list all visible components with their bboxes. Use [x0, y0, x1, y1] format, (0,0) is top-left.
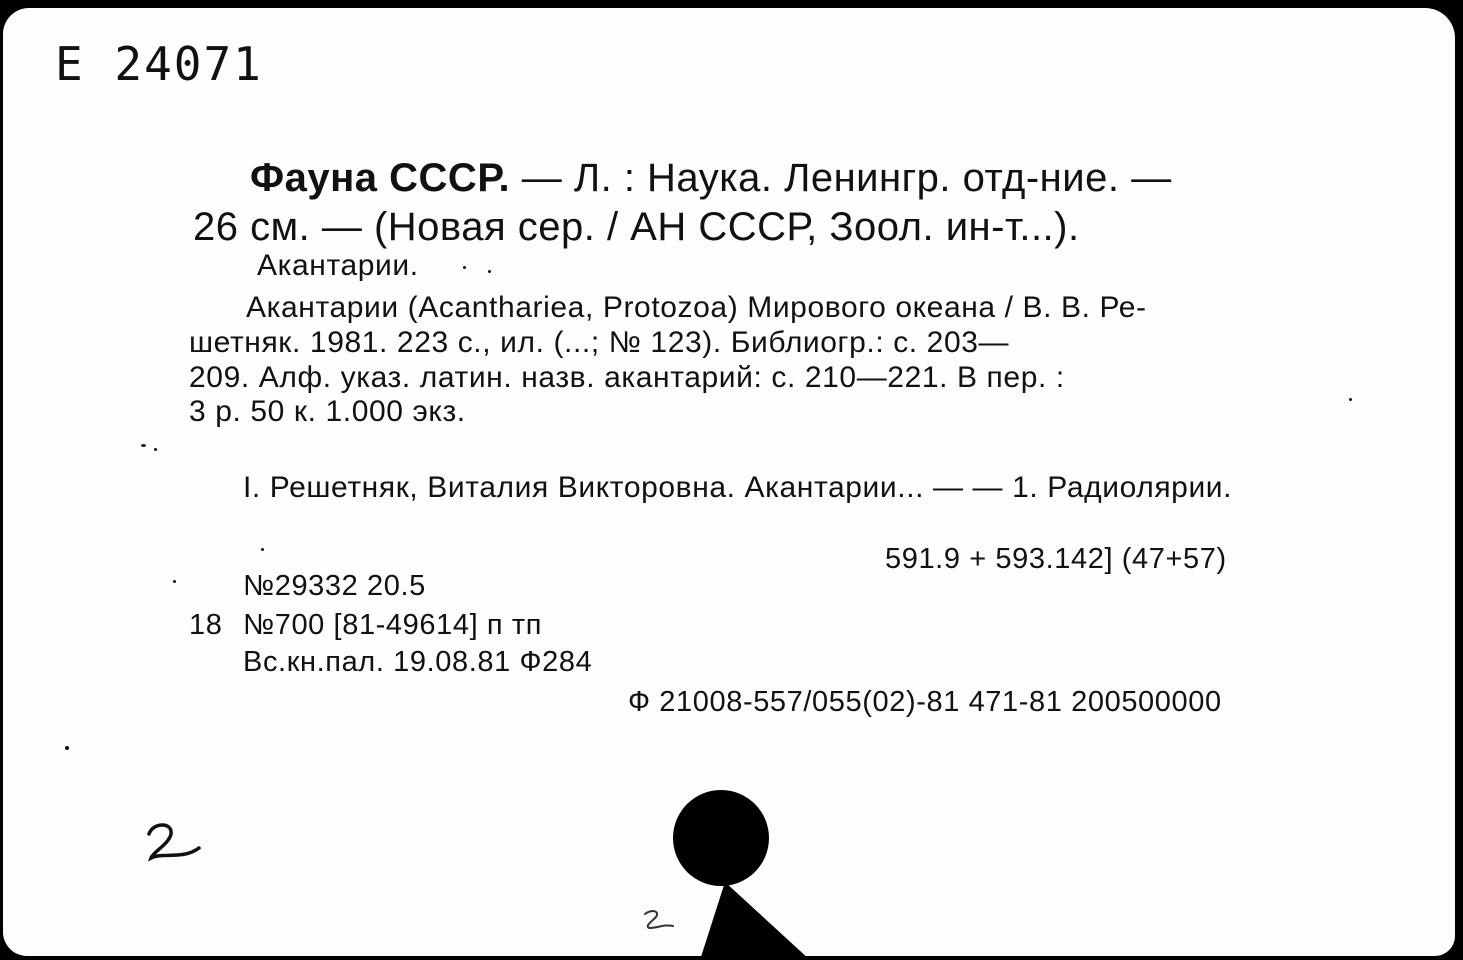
pencil-mark [639, 906, 683, 936]
description-line-1: Акантарии (Acanthariea, Protozoa) Мирового океана / В. В. Ре- [246, 291, 1147, 324]
book-chamber-line: Вс.кн.пал. 19.08.81 Ф284 [243, 646, 593, 678]
title-bold: Фауна СССР. [250, 156, 511, 200]
print-line-details: №700 [81-49614] п тп [243, 609, 543, 641]
speck [463, 266, 466, 269]
description-line-4: 3 р. 50 к. 1.000 экз. [189, 395, 466, 428]
subseries-label: Акантарии. [257, 249, 419, 282]
handwritten-mark [143, 818, 213, 870]
description-line-2: шетняк. 1981. 223 с., ил. (...; № 123). Библиогр.: с. 203— [189, 326, 1010, 359]
print-line-number: 18 [189, 609, 223, 641]
order-number: №29332 20.5 [243, 570, 426, 602]
title-line-2: 26 см. — (Новая сер. / АН СССР, Зоол. ин-т...). [193, 205, 1080, 249]
speck [1349, 398, 1352, 401]
description-line-3: 209. Алф. указ. латин. назв. акантарий: с. 210—221. В пер. : [189, 361, 1065, 394]
catalog-number: Е 24071 [55, 37, 263, 91]
tracings-line: I. Решетняк, Виталия Викторовна. Акантарии... — — 1. Радиолярии. [243, 471, 1233, 504]
speck [261, 548, 264, 551]
speck [65, 746, 69, 750]
speck [488, 270, 491, 273]
punch-hole [673, 790, 769, 886]
classification-index: 591.9 + 593.142] (47+57) [885, 543, 1227, 575]
bottom-code-line: Ф 21008-557/055(02)-81 471-81 200500000 [628, 686, 1222, 718]
title-line-1 [250, 158, 1172, 198]
title-imprint: — Л. : Наука. Ленингр. отд-ние. — [510, 156, 1172, 200]
speck [141, 444, 146, 447]
speck [154, 448, 157, 451]
speck [173, 580, 176, 583]
